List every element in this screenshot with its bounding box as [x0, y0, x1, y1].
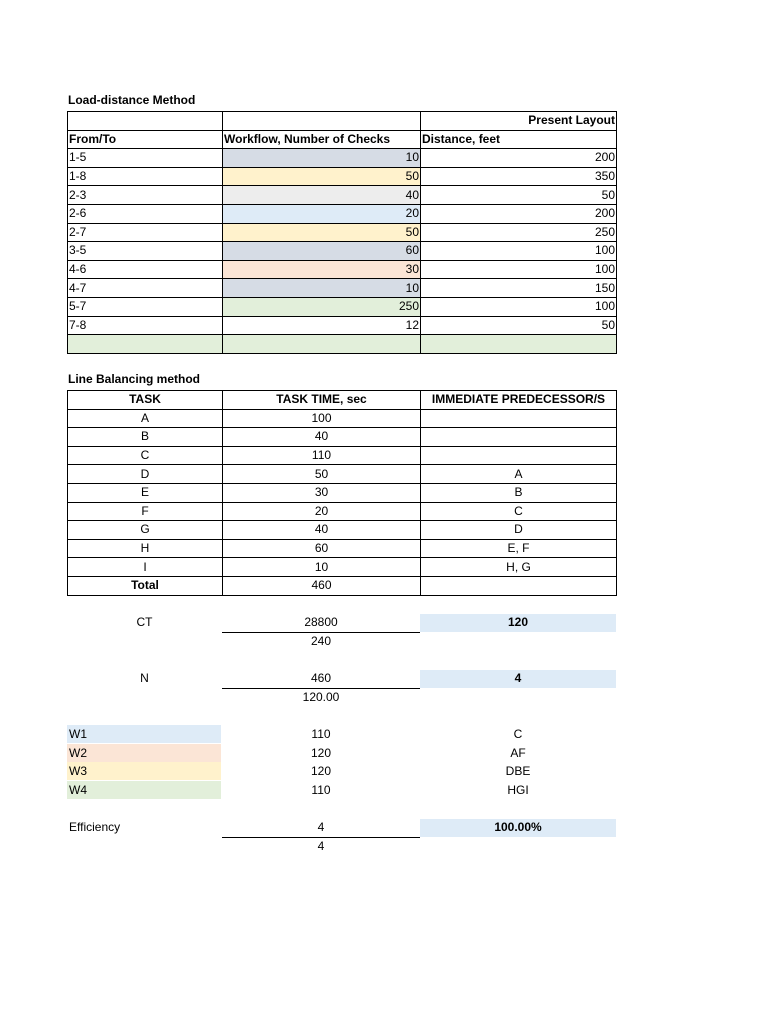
workflow-cell: 40 — [223, 186, 421, 205]
predecessor-cell: E, F — [421, 539, 617, 558]
task-time-cell: 40 — [223, 428, 421, 447]
workflow-header: Workflow, Number of Checks — [223, 130, 421, 149]
table-row — [68, 465, 617, 484]
station-highlight — [67, 744, 221, 762]
station-label: W2 — [69, 745, 87, 760]
n-result: 4 — [514, 671, 522, 685]
station-time: 110 — [311, 783, 331, 798]
table-row — [68, 428, 617, 447]
workflow-cell: 50 — [223, 223, 421, 242]
task-time-cell: 30 — [223, 483, 421, 502]
workflow-cell: 10 — [223, 149, 421, 168]
load-distance-title: Load-distance Method — [68, 93, 196, 107]
total-pred — [421, 576, 617, 595]
efficiency-denominator: 4 — [317, 839, 325, 853]
total-blank-cell — [68, 335, 223, 354]
header-row — [68, 391, 617, 410]
task-time-header: TASK TIME, sec — [223, 391, 421, 410]
workflow-cell: 30 — [223, 260, 421, 279]
ct-denominator: 240 — [310, 634, 332, 648]
route-cell: 1-5 — [68, 149, 223, 168]
distance-cell: 50 — [421, 316, 617, 335]
total-blank-cell — [421, 335, 617, 354]
efficiency-result: 100.00% — [494, 820, 542, 834]
workflow-cell: 10 — [223, 279, 421, 298]
task-cell: C — [68, 446, 223, 465]
task-time-cell: 10 — [223, 558, 421, 577]
distance-cell: 200 — [421, 204, 617, 223]
task-time-cell: 20 — [223, 502, 421, 521]
predecessor-cell: D — [421, 521, 617, 540]
table-row — [68, 539, 617, 558]
station-label: W3 — [69, 764, 87, 779]
distance-cell: 350 — [421, 167, 617, 186]
task-time-cell: 100 — [223, 409, 421, 428]
route-cell: 2-6 — [68, 204, 223, 223]
n-denominator: 120.00 — [302, 690, 340, 704]
predecessor-cell: C — [421, 502, 617, 521]
task-cell: E — [68, 483, 223, 502]
station-highlight — [67, 781, 221, 799]
table-row — [68, 260, 617, 279]
total-time: 460 — [223, 576, 421, 595]
table-row — [68, 279, 617, 298]
efficiency-label: Efficiency — [69, 820, 121, 834]
task-time-cell: 60 — [223, 539, 421, 558]
table-row — [68, 297, 617, 316]
task-cell: G — [68, 521, 223, 540]
distance-cell: 100 — [421, 242, 617, 261]
task-cell: B — [68, 428, 223, 447]
station-time: 120 — [310, 764, 332, 779]
task-header: TASK — [68, 391, 223, 410]
distance-cell: 150 — [421, 279, 617, 298]
route-cell: 4-6 — [68, 260, 223, 279]
table-row — [68, 186, 617, 205]
distance-header: Distance, feet — [421, 130, 617, 149]
line-balancing-title: Line Balancing method — [68, 372, 201, 386]
ct-result: 120 — [507, 615, 529, 629]
route-cell: 3-5 — [68, 242, 223, 261]
table-row — [68, 223, 617, 242]
total-blank-cell — [223, 335, 421, 354]
total-label: Total — [68, 576, 223, 595]
table-row — [68, 204, 617, 223]
distance-cell: 100 — [421, 260, 617, 279]
station-tasks: HGI — [507, 783, 529, 798]
predecessor-cell: B — [421, 483, 617, 502]
route-cell: 1-8 — [68, 167, 223, 186]
route-cell: 2-3 — [68, 186, 223, 205]
task-cell: D — [68, 465, 223, 484]
table-row — [68, 167, 617, 186]
present-layout-label: Present Layout — [421, 112, 617, 131]
distance-cell: 50 — [421, 186, 617, 205]
table-row — [68, 521, 617, 540]
task-cell: A — [68, 409, 223, 428]
blank-cell — [68, 112, 223, 131]
ct-label: CT — [136, 615, 153, 629]
predecessor-cell: H, G — [421, 558, 617, 577]
table-row — [68, 242, 617, 261]
efficiency-numerator: 4 — [317, 820, 325, 834]
predecessor-cell — [421, 428, 617, 447]
task-time-cell: 40 — [223, 521, 421, 540]
route-cell: 7-8 — [68, 316, 223, 335]
table-row — [68, 558, 617, 577]
load-distance-table — [67, 111, 617, 354]
workflow-cell: 60 — [223, 242, 421, 261]
task-cell: I — [68, 558, 223, 577]
distance-cell: 100 — [421, 297, 617, 316]
predecessor-cell: A — [421, 465, 617, 484]
total-row — [68, 335, 617, 354]
route-cell: 2-7 — [68, 223, 223, 242]
workflow-cell: 50 — [223, 167, 421, 186]
from-to-header: From/To — [68, 130, 223, 149]
line-balancing-table — [67, 390, 617, 596]
station-time: 110 — [311, 727, 331, 741]
station-tasks: AF — [510, 745, 526, 760]
distance-cell: 200 — [421, 149, 617, 168]
station-label: W1 — [69, 727, 87, 741]
route-cell: 5-7 — [68, 297, 223, 316]
station-time: 120 — [310, 745, 332, 760]
task-cell: F — [68, 502, 223, 521]
table-row — [68, 149, 617, 168]
header-row — [68, 130, 617, 149]
table-row — [68, 446, 617, 465]
station-label: W4 — [69, 783, 87, 798]
table-row — [68, 483, 617, 502]
ct-numerator: 28800 — [304, 615, 338, 629]
table-row — [68, 409, 617, 428]
table-row — [68, 316, 617, 335]
station-highlight — [67, 762, 221, 780]
station-tasks: DBE — [505, 764, 531, 779]
task-time-cell: 50 — [223, 465, 421, 484]
distance-cell: 250 — [421, 223, 617, 242]
predecessor-cell — [421, 446, 617, 465]
blank-cell — [223, 112, 421, 131]
predecessor-cell — [421, 409, 617, 428]
task-time-cell: 110 — [223, 446, 421, 465]
layout-label-row — [68, 112, 617, 131]
predecessor-header: IMMEDIATE PREDECESSOR/S — [421, 391, 617, 410]
workflow-cell: 20 — [223, 204, 421, 223]
table-row — [68, 502, 617, 521]
n-numerator: 460 — [310, 671, 332, 685]
workflow-cell: 12 — [223, 316, 421, 335]
task-cell: H — [68, 539, 223, 558]
route-cell: 4-7 — [68, 279, 223, 298]
workflow-cell: 250 — [223, 297, 421, 316]
n-label: N — [140, 671, 149, 685]
station-highlight — [67, 725, 221, 743]
station-tasks: C — [513, 727, 523, 741]
total-row — [68, 576, 617, 595]
